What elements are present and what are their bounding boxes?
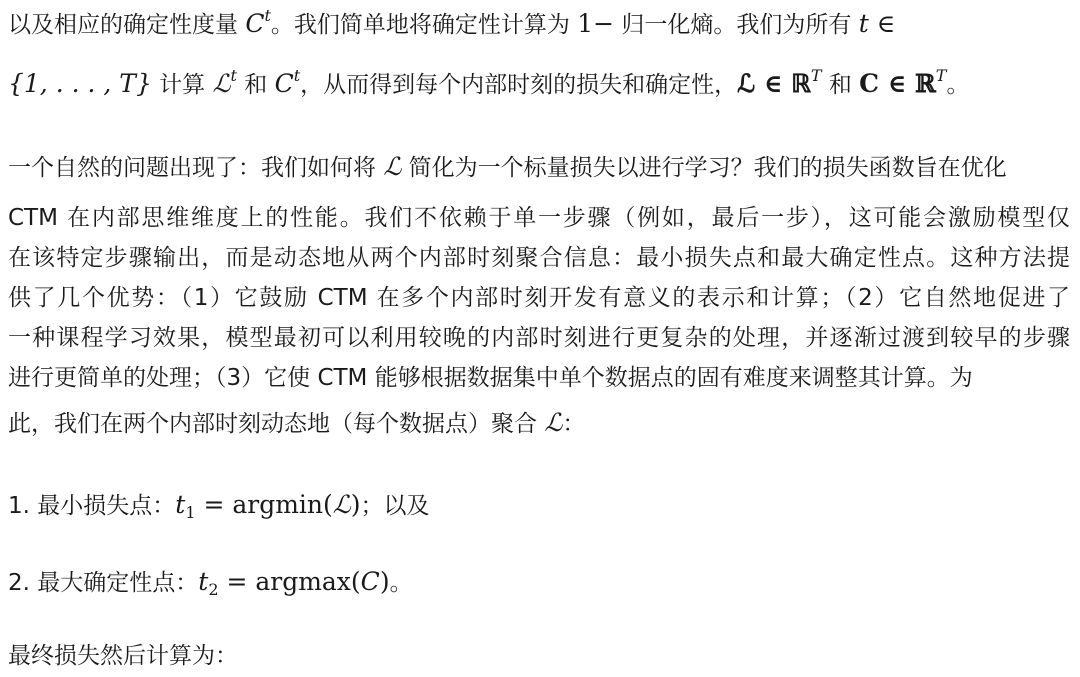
math-t: t <box>175 490 186 519</box>
math-paren: ) <box>379 567 390 596</box>
closing-line: 最终损失然后计算为： <box>8 643 238 669</box>
p2-line-7 <box>8 408 585 438</box>
math-one-minus: 1− <box>577 9 615 38</box>
p1-line-2 <box>8 66 970 99</box>
math-sup-T: T <box>810 66 822 85</box>
text: 简化为一个标量损失以进行学习？我们的损失函数旨在优化 <box>401 155 1007 181</box>
text: ： <box>562 411 586 437</box>
math-argmax: = argmax( <box>218 567 361 596</box>
list-item-2 <box>8 567 413 597</box>
math-L: ℒ <box>544 408 563 437</box>
p1-line-1 <box>8 6 896 39</box>
p2-line-5: 一种课程学习效果，模型最初可以利用较晚的内部时刻进行更复杂的处理，并逐渐过渡到较早的步骤 <box>8 325 1070 351</box>
math-L: ℒ <box>383 152 402 181</box>
text: ，从而得到每个内部时刻的损失和确定性， <box>300 72 738 98</box>
math-C: C <box>360 567 380 596</box>
math-paren: ) <box>350 490 361 519</box>
text: 一个自然的问题出现了：我们如何将 <box>8 155 384 181</box>
list-number: 1. <box>8 493 30 519</box>
text: 和 <box>236 72 275 98</box>
text: 。 <box>946 72 970 98</box>
math-sub: 2 <box>208 580 219 599</box>
text: 和 <box>821 72 860 98</box>
math-L: ℒ <box>212 69 231 98</box>
math-t-in: t ∈ <box>858 9 896 38</box>
math-L: ℒ <box>332 490 351 519</box>
p2-line-3: 在该特定步骤输出，而是动态地从两个内部时刻聚合信息：最小损失点和最大确定性点。这种方法提 <box>8 245 1070 271</box>
math-sup-t: t <box>293 66 301 85</box>
p2-line-2: CTM 在内部思维维度上的性能。我们不依赖于单一步骤（例如，最后一步），这可能会激励模型仅 <box>8 205 1070 231</box>
p2-line-6: 进行更简单的处理；（3）它使 CTM 能够根据数据集中单个数据点的固有难度来调整其计算。为 <box>8 365 973 391</box>
text: 归一化熵。我们为所有 <box>614 12 859 38</box>
text: 此，我们在两个内部时刻动态地（每个数据点）聚合 <box>8 411 545 437</box>
math-C: C <box>245 9 265 38</box>
text: 以及相应的确定性度量 <box>8 12 246 38</box>
math-L-in-R: ℒ ∈ ℝ <box>737 69 811 98</box>
text: ；以及 <box>360 493 430 519</box>
math-C-in-R: C ∈ ℝ <box>859 69 936 98</box>
math-C: C <box>274 69 294 98</box>
math-set: {1, . . . , T} <box>8 69 152 98</box>
text: 计算 <box>151 72 213 98</box>
text: 最小损失点： <box>37 493 176 519</box>
list-number: 2. <box>8 570 30 596</box>
math-t: t <box>198 567 209 596</box>
p2-line-4: 供了几个优势：（1）它鼓励 CTM 在多个内部时刻开发有意义的表示和计算；（2）它自然地促进了 <box>8 285 1070 311</box>
text: 。 <box>389 570 413 596</box>
p2-line-1 <box>8 152 1007 182</box>
math-sub: 1 <box>185 503 196 522</box>
text: 。我们简单地将确定性计算为 <box>270 12 578 38</box>
math-sup-t: t <box>264 6 271 25</box>
math-sup-t: t <box>230 66 237 85</box>
math-argmin: = argmin( <box>195 490 333 519</box>
text: 最大确定性点： <box>37 570 199 596</box>
math-sup-T: T <box>935 66 947 85</box>
list-item-1 <box>8 490 430 520</box>
